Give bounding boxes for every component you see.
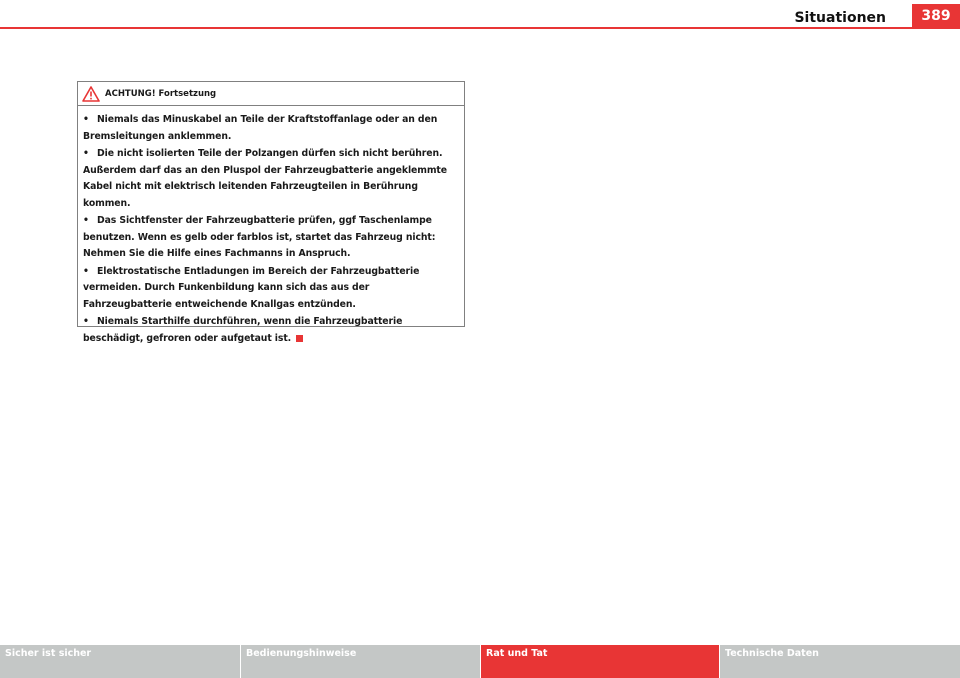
warning-item <box>83 213 460 263</box>
warning-item-text: Die nicht isolierten Teile der Polzangen dürfen sich nicht berühren. Außerdem darf das an den Pluspol der Fahrzeugbatterie angeklemmte Kabel nicht mit elektrisch leitenden Fahrzeugteilen in Berührung kommen. <box>83 148 447 209</box>
tab-sicher-ist-sicher[interactable]: Sicher ist sicher <box>0 645 241 678</box>
header-divider <box>0 27 960 29</box>
tab-rat-und-tat[interactable]: Rat und Tat <box>481 645 720 678</box>
bullet-icon: • <box>83 148 89 159</box>
warning-item-text: Elektrostatische Entladungen im Bereich der Fahrzeugbatterie vermeiden. Durch Funkenbildung kann sich das aus der Fahrzeugbatterie entweichende Knallgas entzünden. <box>83 265 420 310</box>
bullet-icon: • <box>83 215 89 226</box>
footer-navigation <box>0 645 960 678</box>
warning-header <box>78 82 464 106</box>
tab-bedienungshinweise[interactable]: Bedienungshinweise <box>241 645 481 678</box>
tab-technische-daten[interactable]: Technische Daten <box>720 645 960 678</box>
page-number: 389 <box>912 4 960 28</box>
warning-item <box>83 314 460 347</box>
page-title: Situationen <box>794 10 886 26</box>
warning-item <box>83 146 460 212</box>
warning-item-text: Das Sichtfenster der Fahrzeugbatterie prüfen, ggf Taschenlampe benutzen. Wenn es gelb oder farblos ist, startet das Fahrzeug nicht: Nehmen Sie die Hilfe eines Fachmanns in Anspruch. <box>83 215 436 259</box>
end-marker-icon <box>296 335 303 342</box>
warning-box <box>77 81 465 344</box>
warning-item <box>83 112 460 145</box>
warning-body <box>78 106 464 347</box>
warning-item-text: Niemals das Minuskabel an Teile der Kraftstoffanlage oder an den Bremsleitungen anklemmen. <box>83 114 438 142</box>
warning-title: ACHTUNG! Fortsetzung <box>105 88 217 99</box>
warning-item-text: Niemals Starthilfe durchführen, wenn die Fahrzeugbatterie beschädigt, gefroren oder aufgetaut ist. <box>83 316 403 344</box>
bullet-icon: • <box>83 316 89 327</box>
warning-item <box>83 264 460 314</box>
bullet-icon: • <box>83 265 89 277</box>
bullet-icon: • <box>83 114 89 125</box>
warning-triangle-icon <box>82 86 100 102</box>
